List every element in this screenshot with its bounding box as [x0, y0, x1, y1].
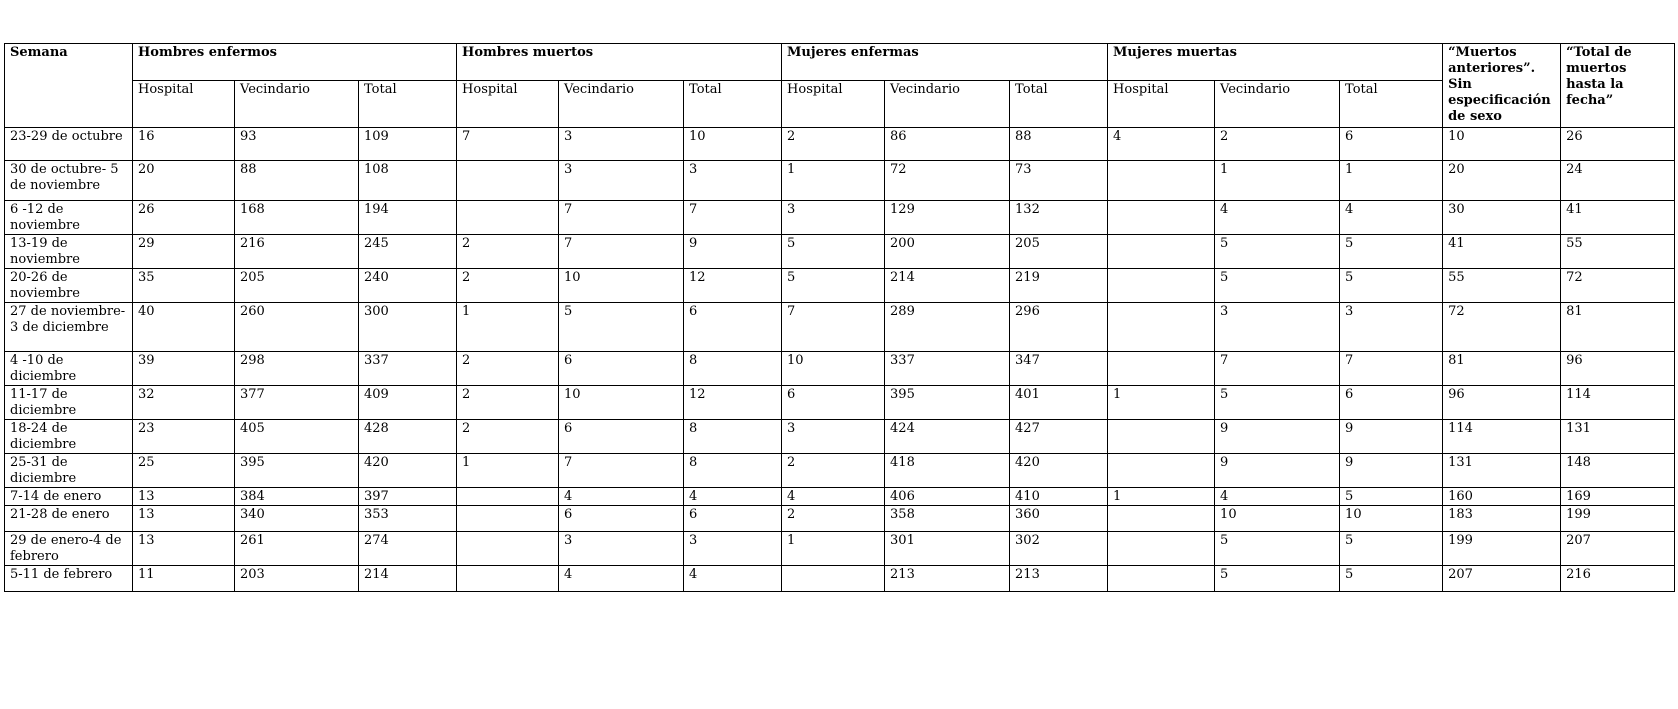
table-row	[5, 128, 1675, 161]
subheader-cell: Total	[684, 81, 782, 128]
week-cell: 25-31 de diciembre	[5, 454, 133, 488]
table-cell: 10	[559, 386, 684, 420]
table-cell: 409	[359, 386, 457, 420]
table-cell: 7	[1215, 352, 1340, 386]
table-cell: 4	[1215, 201, 1340, 235]
table-cell: 3	[559, 128, 684, 161]
table-cell: 428	[359, 420, 457, 454]
week-cell: 30 de octubre- 5 de noviembre	[5, 161, 133, 201]
table-cell: 32	[133, 386, 235, 420]
table-cell: 337	[359, 352, 457, 386]
table-cell	[782, 566, 885, 592]
table-cell: 109	[359, 128, 457, 161]
table-cell: 274	[359, 532, 457, 566]
table-cell: 5	[1340, 566, 1443, 592]
table-row	[5, 420, 1675, 454]
table-cell: 300	[359, 303, 457, 352]
table-row	[5, 532, 1675, 566]
table-cell: 132	[1010, 201, 1108, 235]
table-cell: 213	[885, 566, 1010, 592]
week-cell: 4 -10 de diciembre	[5, 352, 133, 386]
table-cell: 39	[133, 352, 235, 386]
week-cell: 13-19 de noviembre	[5, 235, 133, 269]
table-cell: 4	[782, 488, 885, 506]
table-cell: 245	[359, 235, 457, 269]
table-cell: 301	[885, 532, 1010, 566]
table-cell: 1	[1108, 488, 1215, 506]
table-cell: 41	[1443, 235, 1561, 269]
table-cell: 3	[684, 532, 782, 566]
table-cell: 384	[235, 488, 359, 506]
table-row	[5, 386, 1675, 420]
table-cell	[1108, 303, 1215, 352]
table-cell	[457, 532, 559, 566]
table-cell: 5	[1215, 532, 1340, 566]
table-cell: 4	[1340, 201, 1443, 235]
table-cell: 347	[1010, 352, 1108, 386]
table-cell: 3	[559, 161, 684, 201]
table-cell: 6	[782, 386, 885, 420]
table-cell: 410	[1010, 488, 1108, 506]
week-cell: 20-26 de noviembre	[5, 269, 133, 303]
week-cell: 18-24 de diciembre	[5, 420, 133, 454]
subheader-cell: Total	[359, 81, 457, 128]
subheader-cell: Vecindario	[235, 81, 359, 128]
table-cell: 9	[1215, 420, 1340, 454]
table-cell: 169	[1561, 488, 1675, 506]
table-cell: 13	[133, 506, 235, 532]
table-cell: 114	[1561, 386, 1675, 420]
table-cell: 88	[1010, 128, 1108, 161]
table-cell: 4	[1215, 488, 1340, 506]
table-cell: 5	[1340, 269, 1443, 303]
table-cell: 207	[1561, 532, 1675, 566]
table-cell: 26	[133, 201, 235, 235]
table-cell: 4	[559, 488, 684, 506]
table-cell: 298	[235, 352, 359, 386]
table-cell: 108	[359, 161, 457, 201]
table-cell: 26	[1561, 128, 1675, 161]
table-cell: 7	[559, 454, 684, 488]
table-cell: 420	[1010, 454, 1108, 488]
table-cell: 20	[133, 161, 235, 201]
table-cell: 10	[684, 128, 782, 161]
subheader-cell: Vecindario	[885, 81, 1010, 128]
table-cell: 8	[684, 352, 782, 386]
week-cell: 6 -12 de noviembre	[5, 201, 133, 235]
table-cell: 7	[782, 303, 885, 352]
table-cell: 55	[1443, 269, 1561, 303]
table-cell: 427	[1010, 420, 1108, 454]
table-cell: 8	[684, 420, 782, 454]
table-cell: 199	[1443, 532, 1561, 566]
week-header: Semana	[5, 44, 133, 128]
table-row	[5, 352, 1675, 386]
table-cell: 260	[235, 303, 359, 352]
week-cell: 29 de enero-4 de febrero	[5, 532, 133, 566]
table-row	[5, 161, 1675, 201]
table-cell: 289	[885, 303, 1010, 352]
table-cell: 3	[782, 201, 885, 235]
week-cell: 21-28 de enero	[5, 506, 133, 532]
table-cell: 5	[1340, 235, 1443, 269]
table-cell: 29	[133, 235, 235, 269]
table-cell: 131	[1561, 420, 1675, 454]
table-cell: 9	[1340, 420, 1443, 454]
table-cell: 6	[684, 506, 782, 532]
table-cell: 129	[885, 201, 1010, 235]
table-cell: 10	[1340, 506, 1443, 532]
table-cell: 377	[235, 386, 359, 420]
table-cell: 1	[1108, 386, 1215, 420]
subheader-cell: Hospital	[1108, 81, 1215, 128]
table-cell: 1	[1340, 161, 1443, 201]
table-cell: 199	[1561, 506, 1675, 532]
table-cell: 3	[684, 161, 782, 201]
table-cell: 9	[1215, 454, 1340, 488]
table-cell: 5	[1215, 269, 1340, 303]
table-cell: 93	[235, 128, 359, 161]
table-cell: 5	[1215, 566, 1340, 592]
table-cell: 12	[684, 386, 782, 420]
table-cell: 35	[133, 269, 235, 303]
table-cell: 216	[235, 235, 359, 269]
table-cell: 7	[559, 201, 684, 235]
week-cell: 23-29 de octubre	[5, 128, 133, 161]
subheader-cell: Hospital	[457, 81, 559, 128]
table-cell: 72	[885, 161, 1010, 201]
table-cell: 10	[1215, 506, 1340, 532]
table-cell: 6	[1340, 128, 1443, 161]
group-header-men-dead: Hombres muertos	[457, 44, 782, 81]
table-cell	[1108, 235, 1215, 269]
table-cell: 96	[1561, 352, 1675, 386]
table-cell	[1108, 352, 1215, 386]
table-cell: 5	[1340, 532, 1443, 566]
table-cell: 397	[359, 488, 457, 506]
table-row	[5, 235, 1675, 269]
subheader-cell: Vecindario	[559, 81, 684, 128]
table-cell: 205	[1010, 235, 1108, 269]
table-row	[5, 454, 1675, 488]
table-cell: 30	[1443, 201, 1561, 235]
table-cell: 207	[1443, 566, 1561, 592]
table-cell: 2	[457, 386, 559, 420]
table-cell: 6	[1340, 386, 1443, 420]
table-cell: 25	[133, 454, 235, 488]
table-cell: 9	[684, 235, 782, 269]
table-cell: 7	[559, 235, 684, 269]
table-cell: 73	[1010, 161, 1108, 201]
header-row-groups	[5, 44, 1675, 81]
table-cell: 4	[559, 566, 684, 592]
subheader-cell: Total	[1010, 81, 1108, 128]
table-cell: 240	[359, 269, 457, 303]
table-cell: 1	[1215, 161, 1340, 201]
total-dead-header: “Total de muertos hasta la fecha”	[1561, 44, 1675, 128]
table-cell: 5	[1215, 386, 1340, 420]
table-cell: 2	[782, 128, 885, 161]
table-cell: 2	[457, 352, 559, 386]
table-cell: 16	[133, 128, 235, 161]
table-cell: 114	[1443, 420, 1561, 454]
table-cell	[1108, 201, 1215, 235]
group-header-women-dead: Mujeres muertas	[1108, 44, 1443, 81]
table-cell: 6	[684, 303, 782, 352]
group-header-women-sick: Mujeres enfermas	[782, 44, 1108, 81]
table-cell	[1108, 161, 1215, 201]
table-cell: 6	[559, 506, 684, 532]
table-cell: 160	[1443, 488, 1561, 506]
table-cell: 200	[885, 235, 1010, 269]
table-cell: 10	[782, 352, 885, 386]
table-cell	[1108, 454, 1215, 488]
table-cell: 358	[885, 506, 1010, 532]
table-cell: 261	[235, 532, 359, 566]
table-cell: 183	[1443, 506, 1561, 532]
table-cell: 1	[782, 161, 885, 201]
table-row	[5, 303, 1675, 352]
table-cell: 424	[885, 420, 1010, 454]
table-cell: 40	[133, 303, 235, 352]
table-cell: 4	[1108, 128, 1215, 161]
table-cell	[1108, 269, 1215, 303]
table-cell: 2	[782, 454, 885, 488]
subheader-cell: Vecindario	[1215, 81, 1340, 128]
week-cell: 7-14 de enero	[5, 488, 133, 506]
subheader-cell: Total	[1340, 81, 1443, 128]
table-cell: 7	[684, 201, 782, 235]
table-cell	[457, 201, 559, 235]
table-cell: 337	[885, 352, 1010, 386]
table-cell: 302	[1010, 532, 1108, 566]
table-row	[5, 201, 1675, 235]
table-cell: 72	[1443, 303, 1561, 352]
table-cell: 418	[885, 454, 1010, 488]
table-cell: 4	[684, 566, 782, 592]
table-cell: 395	[235, 454, 359, 488]
table-cell: 6	[559, 352, 684, 386]
header-row-subcolumns	[5, 81, 1675, 128]
table-cell: 2	[782, 506, 885, 532]
table-cell: 1	[457, 454, 559, 488]
table-cell: 168	[235, 201, 359, 235]
table-cell	[1108, 506, 1215, 532]
table-cell: 401	[1010, 386, 1108, 420]
table-cell: 3	[1340, 303, 1443, 352]
table-cell	[457, 506, 559, 532]
table-cell: 214	[359, 566, 457, 592]
table-cell: 420	[359, 454, 457, 488]
table-cell: 2	[457, 235, 559, 269]
table-row	[5, 488, 1675, 506]
table-cell: 3	[782, 420, 885, 454]
table-row	[5, 566, 1675, 592]
table-cell: 3	[1215, 303, 1340, 352]
table-cell: 395	[885, 386, 1010, 420]
table-cell: 96	[1443, 386, 1561, 420]
table-cell	[1108, 420, 1215, 454]
table-cell: 7	[1340, 352, 1443, 386]
table-cell: 406	[885, 488, 1010, 506]
table-row	[5, 506, 1675, 532]
table-cell: 340	[235, 506, 359, 532]
table-cell: 213	[1010, 566, 1108, 592]
table-cell: 5	[782, 269, 885, 303]
table-cell: 405	[235, 420, 359, 454]
table-row	[5, 269, 1675, 303]
table-cell: 81	[1561, 303, 1675, 352]
table-cell: 5	[1340, 488, 1443, 506]
table-cell: 41	[1561, 201, 1675, 235]
table-cell: 9	[1340, 454, 1443, 488]
table-cell: 148	[1561, 454, 1675, 488]
table-cell: 11	[133, 566, 235, 592]
table-cell: 86	[885, 128, 1010, 161]
table-cell: 55	[1561, 235, 1675, 269]
table-cell: 203	[235, 566, 359, 592]
group-header-men-sick: Hombres enfermos	[133, 44, 457, 81]
table-cell: 13	[133, 488, 235, 506]
table-cell: 2	[457, 420, 559, 454]
table-cell: 5	[782, 235, 885, 269]
subheader-cell: Hospital	[133, 81, 235, 128]
week-cell: 11-17 de diciembre	[5, 386, 133, 420]
table-cell: 8	[684, 454, 782, 488]
table-cell	[457, 488, 559, 506]
week-cell: 27 de noviembre-3 de diciembre	[5, 303, 133, 352]
table-cell: 194	[359, 201, 457, 235]
table-cell: 296	[1010, 303, 1108, 352]
table-cell: 131	[1443, 454, 1561, 488]
table-cell: 1	[457, 303, 559, 352]
table-cell: 88	[235, 161, 359, 201]
table-cell: 24	[1561, 161, 1675, 201]
table-cell: 2	[457, 269, 559, 303]
subheader-cell: Hospital	[782, 81, 885, 128]
table-cell: 214	[885, 269, 1010, 303]
table-cell	[457, 566, 559, 592]
table-cell: 360	[1010, 506, 1108, 532]
table-cell: 23	[133, 420, 235, 454]
table-cell: 10	[1443, 128, 1561, 161]
table-cell: 216	[1561, 566, 1675, 592]
table-cell: 81	[1443, 352, 1561, 386]
prev-dead-header: “Muertos anteriores”. Sin especificación de sexo	[1443, 44, 1561, 128]
table-cell: 12	[684, 269, 782, 303]
table-cell: 72	[1561, 269, 1675, 303]
table-cell: 5	[559, 303, 684, 352]
table-cell	[1108, 532, 1215, 566]
table-cell: 6	[559, 420, 684, 454]
week-cell: 5-11 de febrero	[5, 566, 133, 592]
table-cell: 353	[359, 506, 457, 532]
table-cell: 219	[1010, 269, 1108, 303]
table-cell: 5	[1215, 235, 1340, 269]
table-cell: 20	[1443, 161, 1561, 201]
table-cell: 1	[782, 532, 885, 566]
table-cell: 205	[235, 269, 359, 303]
table-cell: 10	[559, 269, 684, 303]
table-cell: 3	[559, 532, 684, 566]
table-cell: 4	[684, 488, 782, 506]
table-cell	[457, 161, 559, 201]
table-cell: 2	[1215, 128, 1340, 161]
table-body	[5, 128, 1675, 592]
data-table	[4, 43, 1675, 592]
table-cell: 13	[133, 532, 235, 566]
table-cell	[1108, 566, 1215, 592]
table-cell: 7	[457, 128, 559, 161]
